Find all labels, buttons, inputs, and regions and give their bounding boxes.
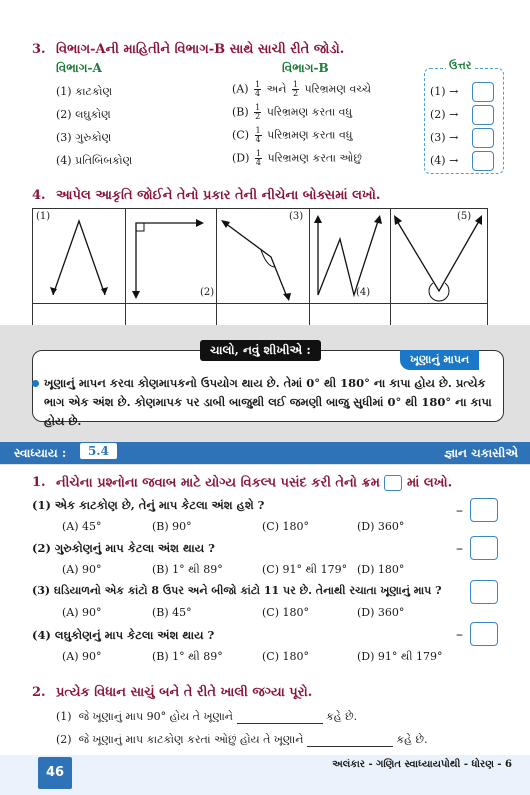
question-2: (2) ગુરુકોણનું માપ કેટલા અંશ થાય ? xyxy=(32,541,215,555)
figure-label: (2) xyxy=(200,287,215,298)
footer-title: અલંકાર - ગણિત સ્વાધ્યાયપોથી - ધોરણ - 6 xyxy=(332,759,512,770)
option[interactable]: (B) 90° xyxy=(152,520,192,533)
option[interactable]: (A) 90° xyxy=(62,606,102,619)
answer-box-3[interactable] xyxy=(472,128,494,148)
learn-text: ખૂણાનું માપન કરવા કોણમાપકનો ઉપયોગ થાય છે. તેમાં 0° થી 180° ના કાપા હોય છે. પ્રત્યેક ભાગ એક અંશ છે. કોણમાપક પર ડાબી બાજુથી લઈ જમણી બાજુ સુધીમાં 0° થી 180° ના કાપા હોય છે. xyxy=(44,376,492,428)
option[interactable]: (D) 180° xyxy=(357,563,405,576)
figure-cell xyxy=(217,209,310,304)
section-a-item: (2) લઘુકોણ xyxy=(56,108,111,121)
p2-title: પ્રત્યેક વિધાન સાચું બને તે રીતે ખાલી જગ્યા પૂરો. xyxy=(56,685,313,700)
p1-title: નીચેના પ્રશ્નોના જવાબ માટે યોગ્ય વિકલ્પ પસંદ કરી તેનો ક્રમ માં લખો. xyxy=(56,475,453,491)
exercise-number: 5.4 xyxy=(80,443,117,459)
answer-label: (2) → xyxy=(430,108,459,121)
option[interactable]: (B) 45° xyxy=(152,606,192,619)
section-b-item: (B) $\frac{1}{2}$ પરિભ્રમણ કરતા વધુ xyxy=(232,103,353,121)
option[interactable]: (C) 180° xyxy=(262,650,309,663)
q3-title: વિભાગ-Aની માહિતીને વિભાગ-B સાથે સાચી રીતે જોડો. xyxy=(56,42,345,57)
figure-cell xyxy=(391,209,488,304)
knowledge-check-label: જ્ઞાન ચકાસીએ xyxy=(444,446,518,460)
mcq-answer-box-4[interactable] xyxy=(470,622,498,646)
option[interactable]: (C) 180° xyxy=(262,520,309,533)
blank-line[interactable] xyxy=(307,733,393,747)
option[interactable]: (A) 90° xyxy=(62,563,102,576)
dash: – xyxy=(456,503,463,519)
mcq-answer-box-1[interactable] xyxy=(470,498,498,522)
option[interactable]: (C) 91° થી 179° xyxy=(262,563,348,576)
answer-cell-5[interactable] xyxy=(391,304,488,326)
blank-line[interactable] xyxy=(237,710,323,724)
obtuse-angle-figure xyxy=(217,209,309,303)
q3-number: 3. xyxy=(32,42,46,57)
mcq-answer-box-3[interactable] xyxy=(470,580,498,604)
option[interactable]: (D) 360° xyxy=(357,520,405,533)
page-number: 46 xyxy=(38,757,72,789)
learn-tag: ચાલો, નવું શીખીએ : xyxy=(200,340,321,361)
answer-cell-1[interactable] xyxy=(33,304,126,326)
answer-cell-2[interactable] xyxy=(126,304,217,326)
figure-label: (1) xyxy=(36,211,51,222)
figure-label: (5) xyxy=(457,211,472,222)
exercise-bar xyxy=(0,442,530,464)
answer-label: (1) → xyxy=(430,85,459,98)
option[interactable]: (C) 180° xyxy=(262,606,309,619)
topic-tag: ખૂણાનું માપન xyxy=(400,350,479,370)
figure-cell xyxy=(126,209,217,304)
figure-label: (4) xyxy=(356,287,371,298)
option[interactable]: (B) 1° થી 89° xyxy=(152,650,223,663)
section-b-item: (D) $\frac{1}{4}$ પરિભ્રમણ કરતા ઓછું xyxy=(232,149,362,167)
section-a-item: (1) કાટકોણ xyxy=(56,85,113,98)
inline-answer-box xyxy=(384,475,402,491)
figure-cell xyxy=(310,209,391,304)
section-a-item: (3) ગુરુકોણ xyxy=(56,131,112,144)
question-3: (3) ઘડિયાળનો એક કાંટો 8 ઉપર અને બીજો કાંટો 11 પર છે. તેનાથી રચાતા ખૂણાનું માપ ? xyxy=(32,584,442,597)
option[interactable]: (B) 1° થી 89° xyxy=(152,563,223,576)
answer-box-2[interactable] xyxy=(472,105,494,125)
section-b-item: (A) $\frac{1}{4}$ અને $\frac{1}{2}$ પરિભ્રમણ વચ્ચે xyxy=(232,80,372,98)
dash: – xyxy=(456,541,463,557)
answer-box-4[interactable] xyxy=(472,151,494,171)
mcq-answer-box-2[interactable] xyxy=(470,536,498,560)
answer-label: (3) → xyxy=(430,131,459,144)
section-b-heading: વિભાગ-B xyxy=(282,61,329,75)
dash: – xyxy=(456,627,463,643)
option[interactable]: (A) 90° xyxy=(62,650,102,663)
figure-label: (3) xyxy=(289,211,304,222)
option[interactable]: (D) 360° xyxy=(357,606,405,619)
angle-figures-table xyxy=(32,208,488,326)
fill-blank-2: (2) જે ખૂણાનું માપ કાટકોણ કરતાં ઓછું હોય તે ખૂણાને કહે છે. xyxy=(56,733,428,746)
answer-heading: ઉત્તર xyxy=(446,59,474,73)
fill-blank-1: (1) જે ખૂણાનું માપ 90° હોય તે ખૂણાને કહે છે. xyxy=(56,710,358,723)
section-b-item: (C) $\frac{1}{4}$ પરિભ્રમણ કરતા વધુ xyxy=(232,126,353,144)
option[interactable]: (A) 45° xyxy=(62,520,102,533)
q4-number: 4. xyxy=(32,188,46,203)
answer-label: (4) → xyxy=(430,154,459,167)
question-4: (4) લઘુકોણનું માપ કેટલા અંશ થાય ? xyxy=(32,628,215,642)
exercise-label: સ્વાધ્યાય : xyxy=(14,446,67,460)
answer-cell-4[interactable] xyxy=(310,304,391,326)
option[interactable]: (D) 91° થી 179° xyxy=(357,650,443,663)
q4-title: આપેલ આકૃતિ જોઈને તેનો પ્રકાર તેની નીચેના બોક્સમાં લખો. xyxy=(56,188,381,203)
answer-cell-3[interactable] xyxy=(217,304,310,326)
section-a-heading: વિભાગ-A xyxy=(56,61,102,75)
p2-number: 2. xyxy=(32,685,46,700)
figure-cell xyxy=(33,209,126,304)
reflex-angle-figure xyxy=(391,209,487,303)
zigzag-angle-figure xyxy=(310,209,390,303)
acute-angle-figure xyxy=(33,209,125,303)
question-1: (1) એક કાટકોણ છે, તેનું માપ કેટલા અંશ હશે ? xyxy=(32,498,265,512)
p1-number: 1. xyxy=(32,475,46,490)
bullet-icon xyxy=(32,380,39,387)
answer-box-1[interactable] xyxy=(472,82,494,102)
section-a-item: (4) પ્રતિબિંબકોણ xyxy=(56,154,133,167)
